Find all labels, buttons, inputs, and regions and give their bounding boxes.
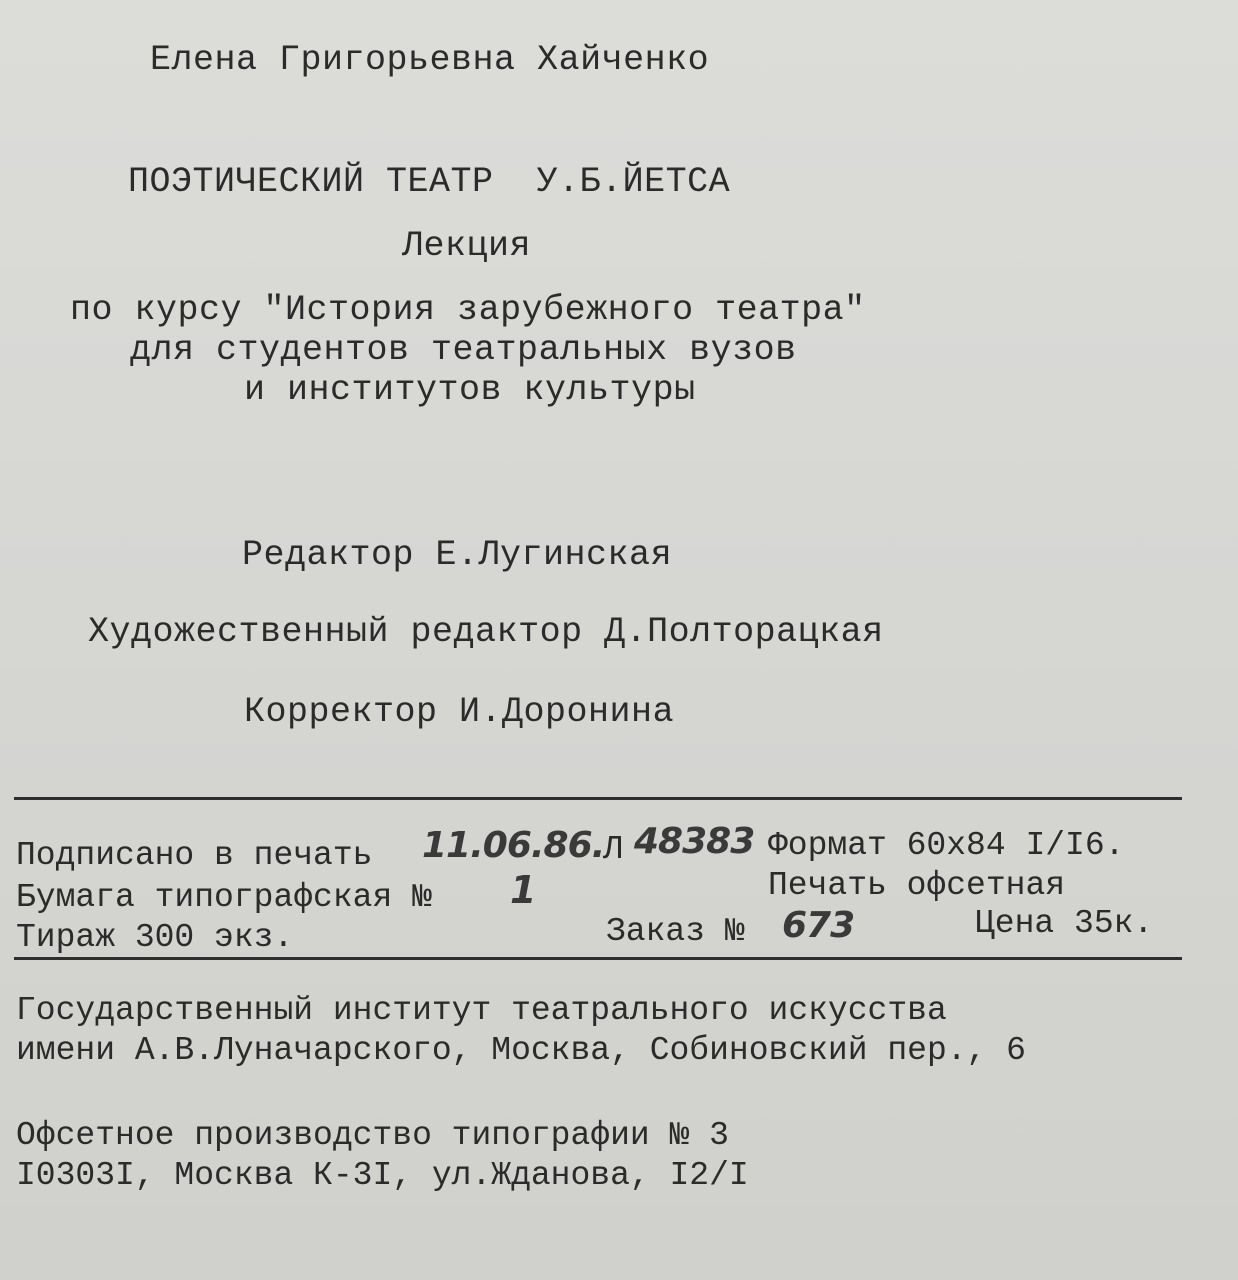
printer-line: I0303I, Москва К-3I, ул.Жданова, I2/I: [16, 1157, 749, 1194]
order-number: 673: [782, 905, 855, 946]
print-run: Тираж 300 экз.: [16, 919, 294, 956]
book-title: ПОЭТИЧЕСКИЙ ТЕАТР У.Б.ЙЕТСА: [128, 162, 731, 202]
signed-label: Подписано в печать: [16, 837, 373, 874]
publisher-line: Государственный институт театрального искусства: [16, 992, 947, 1029]
editor-credit: Редактор Е.Лугинская: [242, 535, 673, 575]
divider-bottom: [14, 957, 1182, 960]
course-line: и институтов культуры: [244, 370, 696, 410]
proofreader-credit: Корректор И.Доронина: [244, 692, 675, 732]
author-name: Елена Григорьевна Хайченко: [150, 40, 710, 80]
signed-date: 11.06.86.: [422, 825, 605, 866]
price: Цена 35к.: [975, 905, 1154, 942]
paper-label: Бумага типографская №: [16, 879, 432, 916]
book-subtitle: Лекция: [402, 226, 532, 266]
license-number: 48383: [634, 821, 755, 862]
course-line: для студентов театральных вузов: [130, 330, 797, 370]
license-prefix: Л: [603, 831, 623, 868]
printer-line: Офсетное производство типографии № 3: [16, 1117, 729, 1154]
print-type: Печать офсетная: [768, 867, 1066, 904]
course-line: по курсу "История зарубежного театра": [70, 290, 866, 330]
publisher-line: имени А.В.Луначарского, Москва, Собиновский пер., 6: [16, 1032, 1026, 1069]
art-editor-credit: Художественный редактор Д.Полторацкая: [88, 612, 884, 652]
divider-top: [14, 797, 1182, 800]
format-info: Формат 60х84 I/I6.: [768, 827, 1125, 864]
order-label: Заказ №: [606, 913, 745, 950]
paper-number: 1: [510, 868, 536, 912]
